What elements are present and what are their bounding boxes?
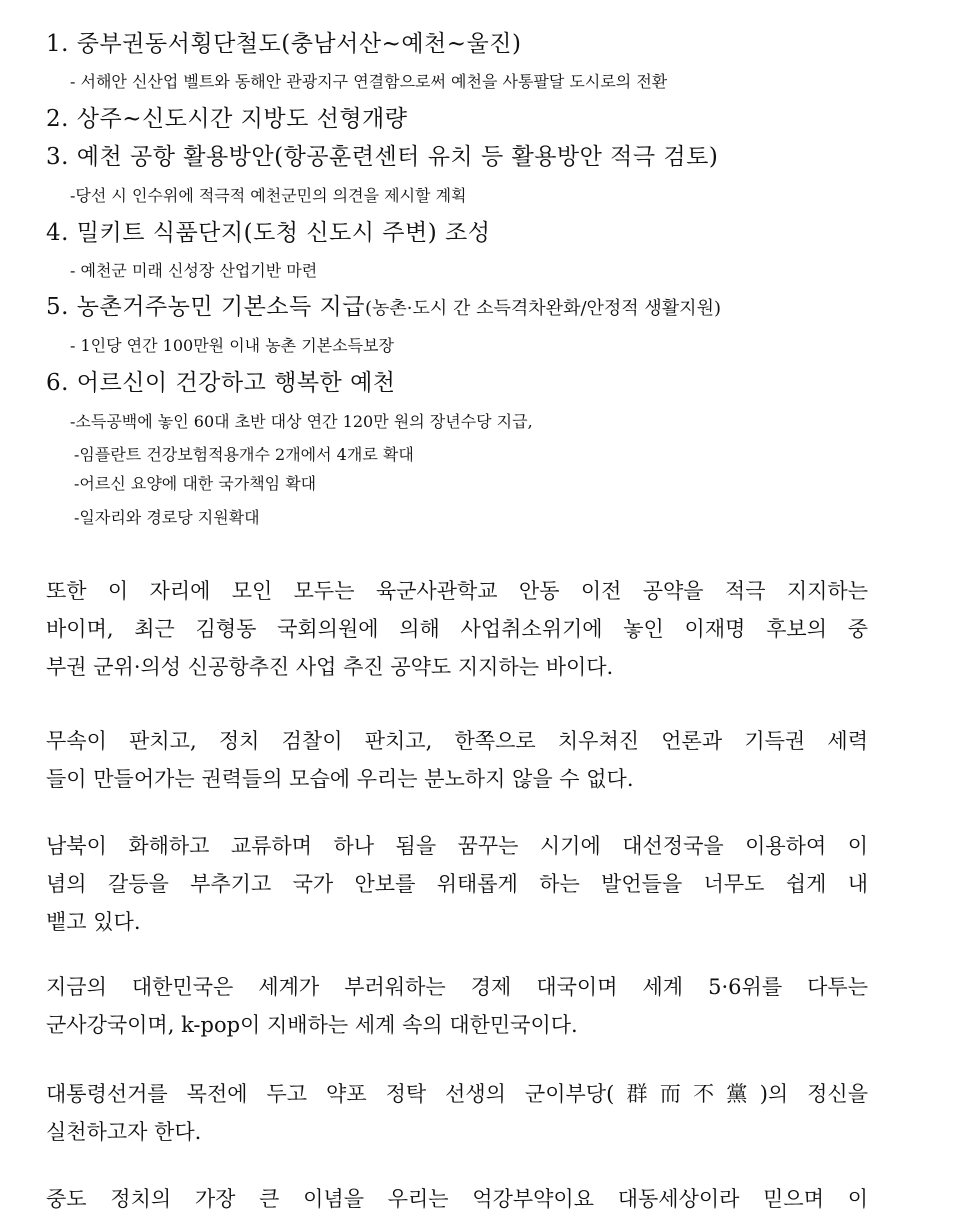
pledge-5-heading-main: 5. 농촌거주농민 기본소득 지급 [46,294,365,320]
paragraph-6 [46,1180,868,1218]
paragraph-3-line-2: 념의 갈등을 부추기고 국가 안보를 위태롭게 하는 발언들을 너무도 쉽게 내 [46,872,868,896]
pledge-4-heading: 4. 밀키트 식품단지(도청 신도시 주변) 조성 [46,220,491,246]
paragraph-5 [46,1075,868,1151]
pledge-1-detail-1: - 서해안 신산업 벨트와 동해안 관광지구 연결함으로써 예천을 사통팔달 도시로의 전환 [70,72,668,91]
pledge-6-detail-1: -소득공백에 놓인 60대 초반 대상 연간 120만 원의 장년수당 지급, [70,412,533,431]
pledge-4-detail-1: - 예천군 미래 신성장 산업기반 마련 [70,261,318,280]
pledge-6-detail-3: -어르신 요양에 대한 국가책임 확대 [74,474,317,493]
paragraph-2-line-2: 들이 만들어가는 권력들의 모습에 우리는 분노하지 않을 수 없다. [46,767,634,791]
paragraph-1-line-2: 바이며, 최근 김형동 국회의원에 의해 사업취소위기에 놓인 이재명 후보의 중 [46,617,868,641]
pledge-5-heading [46,292,721,324]
paragraph-3-line-1: 남북이 화해하고 교류하며 하나 됨을 꿈꾸는 시기에 대선정국을 이용하여 이 [46,834,868,858]
paragraph-5-line-2: 실천하고자 한다. [46,1120,202,1144]
paragraph-3-line-3: 뱉고 있다. [46,910,141,934]
paragraph-4-line-1: 지금의 대한민국은 세계가 부러워하는 경제 대국이며 세계 5·6위를 다투는 [46,975,868,999]
pledge-6-detail-4: -일자리와 경로당 지원확대 [74,508,260,527]
pledge-6-heading: 6. 어르신이 건강하고 행복한 예천 [46,370,396,396]
pledge-3-heading: 3. 예천 공항 활용방안(항공훈련센터 유치 등 활용방안 적극 검토) [46,144,719,170]
paragraph-2 [46,722,868,798]
pledge-6-detail-2: -임플란트 건강보험적용개수 2개에서 4개로 확대 [74,445,414,464]
pledge-1-heading: 1. 중부권동서횡단철도(충남서산~예천~울진) [46,31,522,57]
pledge-3-detail-1: -당선 시 인수위에 적극적 예천군민의 의견을 제시할 계획 [70,186,467,205]
paragraph-1 [46,572,868,686]
paragraph-4 [46,968,868,1044]
paragraph-1-line-3: 부권 군위·의성 신공항추진 사업 추진 공약도 지지하는 바이다. [46,655,614,679]
pledge-2-heading: 2. 상주~신도시간 지방도 선형개량 [46,106,408,132]
paragraph-2-line-1: 무속이 판치고, 정치 검찰이 판치고, 한쪽으로 치우쳐진 언론과 기득권 세력 [46,729,868,753]
paragraph-4-line-2: 군사강국이며, k-pop이 지배하는 세계 속의 대한민국이다. [46,1013,578,1037]
paragraph-6-line-1: 중도 정치의 가장 큰 이념을 우리는 억강부약이요 대동세상이라 믿으며 이 [46,1187,868,1211]
paragraph-1-line-1: 또한 이 자리에 모인 모두는 육군사관학교 안동 이전 공약을 적극 지지하는 [46,579,868,603]
paragraph-3 [46,827,868,941]
pledge-5-heading-note: (농촌·도시 간 소득격차완화/안정적 생활지원) [365,298,721,319]
paragraph-5-line-1: 대통령선거를 목전에 두고 약포 정탁 선생의 군이부당(群而不黨)의 정신을 [46,1082,868,1106]
pledge-5-detail-1: - 1인당 연간 100만원 이내 농촌 기본소득보장 [70,336,394,355]
